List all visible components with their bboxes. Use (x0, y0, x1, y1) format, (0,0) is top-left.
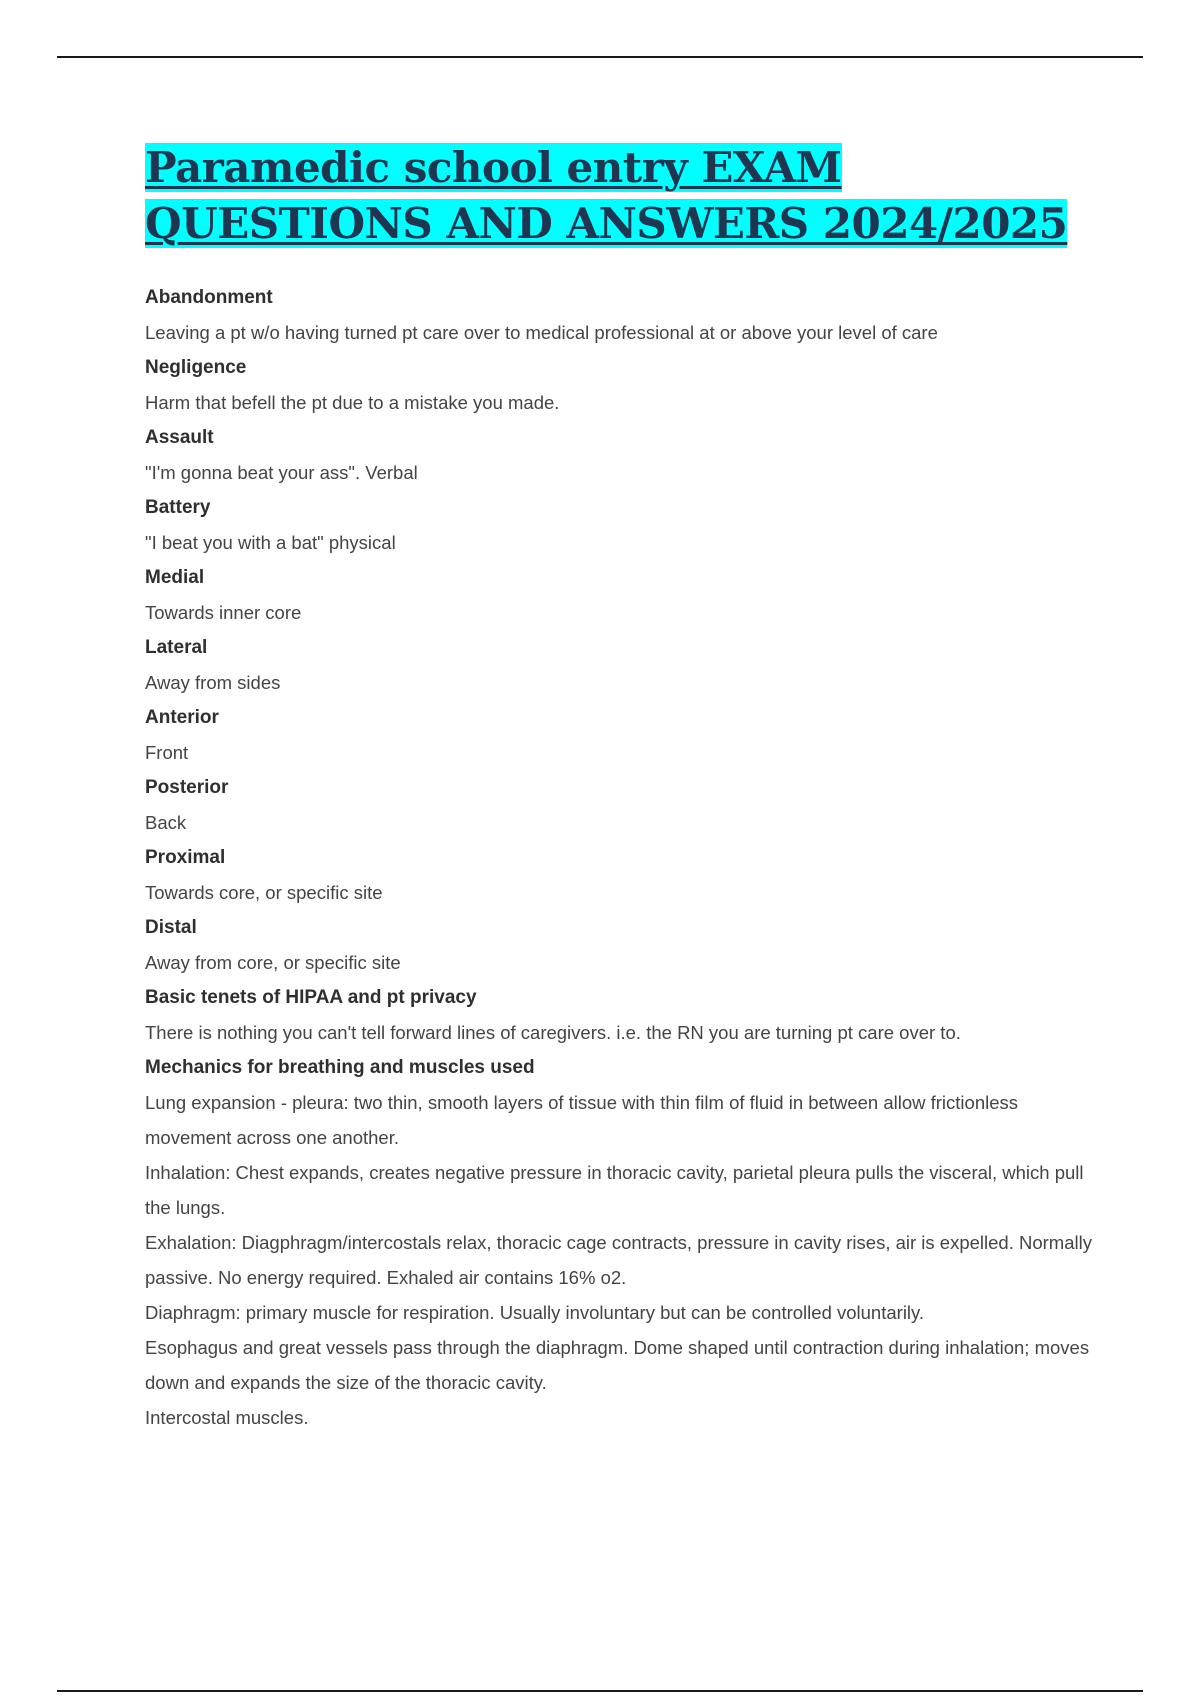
footer-rule (57, 1690, 1143, 1692)
entry-definition: Towards core, or specific site (145, 882, 383, 903)
entry-definition: Leaving a pt w/o having turned pt care over to medical professional at or above your level of care (145, 322, 938, 343)
entry-term: Medial (145, 567, 205, 588)
entry-term: Posterior (145, 777, 229, 798)
entry-definition: Away from sides (145, 672, 281, 693)
entry-definition: Diaphragm: primary muscle for respiration. Usually involuntary but can be controlled voluntarily. (145, 1302, 925, 1323)
header-rule (57, 56, 1143, 58)
entry-definition: "I'm gonna beat your ass". Verbal (145, 462, 418, 483)
entry-definition: Exhalation: Diagphragm/intercostals relax, thoracic cage contracts, pressure in cavity rises, air is expelled. Normally passive. No energy required. Exhaled air contains 16% o2. (145, 1232, 1092, 1288)
entry-term: Mechanics for breathing and muscles used (145, 1057, 535, 1078)
entry-definition: Back (145, 812, 187, 833)
entry-term: Negligence (145, 357, 247, 378)
entry-definition: Inhalation: Chest expands, creates negative pressure in thoracic cavity, parietal pleura pulls the visceral, which pull the lungs. (145, 1162, 1084, 1218)
document-body (145, 140, 1095, 1435)
entry-definition: Away from core, or specific site (145, 952, 401, 973)
entry-term: Lateral (145, 637, 208, 658)
entry-definition: Lung expansion - pleura: two thin, smooth layers of tissue with thin film of fluid in between allow frictionless movement across one another. (145, 1092, 1019, 1148)
entry-definition: Towards inner core (145, 602, 302, 623)
entry-term: Distal (145, 917, 197, 938)
entry-term: Proximal (145, 847, 226, 868)
entry-definition: Esophagus and great vessels pass through the diaphragm. Dome shaped until contraction during inhalation; moves down and expands the size of the thoracic cavity. (145, 1337, 1090, 1393)
entry-term: Basic tenets of HIPAA and pt privacy (145, 987, 477, 1008)
entry-definition: Intercostal muscles. (145, 1407, 309, 1428)
entry-term: Anterior (145, 707, 219, 728)
entry-term: Assault (145, 427, 214, 448)
entry-term: Battery (145, 497, 211, 518)
document-title (145, 140, 1095, 252)
entry-definition: Harm that befell the pt due to a mistake you made. (145, 392, 560, 413)
entry-list (145, 280, 1095, 1435)
document-title-text: Paramedic school entry EXAM QUESTIONS AND ANSWERS 2024/2025 (145, 143, 1068, 248)
entry-definition: "I beat you with a bat" physical (145, 532, 396, 553)
entry-definition: There is nothing you can't tell forward lines of caregivers. i.e. the RN you are turning pt care over to. (145, 1022, 961, 1043)
entry-definition: Front (145, 742, 189, 763)
entry-term: Abandonment (145, 287, 273, 308)
